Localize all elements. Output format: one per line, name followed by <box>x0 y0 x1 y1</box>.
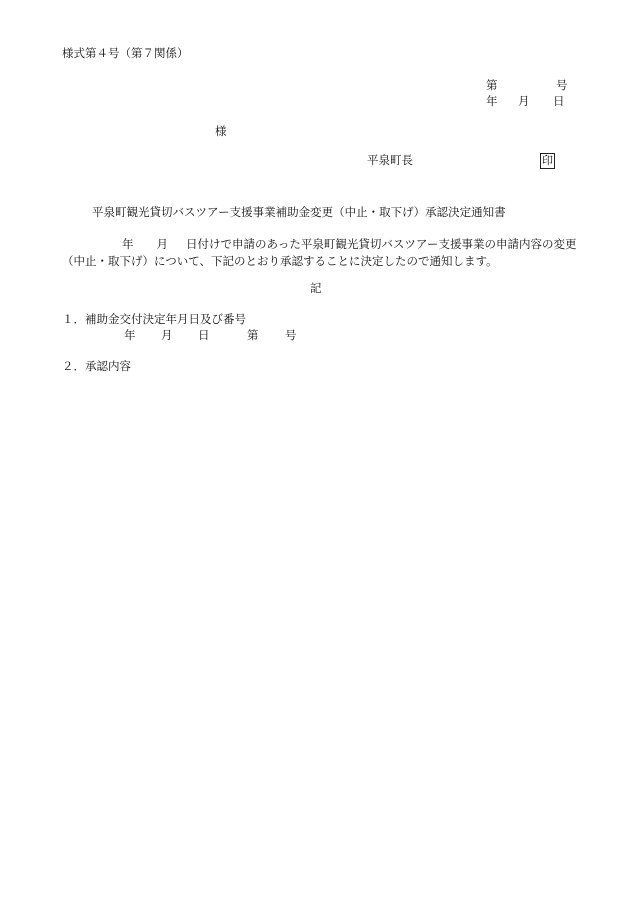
item-1-label: １．補助金交付決定年月日及び番号 <box>62 312 246 326</box>
document-number-prefix: 第 <box>486 78 498 92</box>
seal-stamp: 印 <box>542 154 553 167</box>
item-1-number-suffix: 号 <box>285 328 297 342</box>
body-text: 日付けで申請のあった平泉町観光貸切バスツアー支援事業の申請内容の変更（中止・取下げ）について、下記のとおり承認することに決定したので通知します。 <box>62 237 577 268</box>
date-month-label: 月 <box>518 94 530 108</box>
date-year-label: 年 <box>486 94 498 108</box>
item-1-number-prefix: 第 <box>247 328 259 342</box>
date-day-label: 日 <box>553 94 565 108</box>
notice-body <box>62 236 582 270</box>
body-year: 年 <box>122 237 134 251</box>
item-1-day: 日 <box>198 328 210 342</box>
ki-heading: 記 <box>310 281 322 295</box>
document-number-suffix: 号 <box>556 78 568 92</box>
item-2-label: ２．承認内容 <box>62 359 131 373</box>
seal-mark <box>540 153 555 169</box>
notice-title: 平泉町観光貸切バスツアー支援事業補助金変更（中止・取下げ）承認決定通知書 <box>92 205 506 219</box>
issuer-name: 平泉町長 <box>367 153 413 167</box>
item-1-month: 月 <box>161 328 173 342</box>
item-1-year: 年 <box>124 328 136 342</box>
form-label: 様式第４号（第７関係） <box>62 46 189 60</box>
body-month: 月 <box>156 237 168 251</box>
addressee-suffix: 様 <box>215 124 227 138</box>
